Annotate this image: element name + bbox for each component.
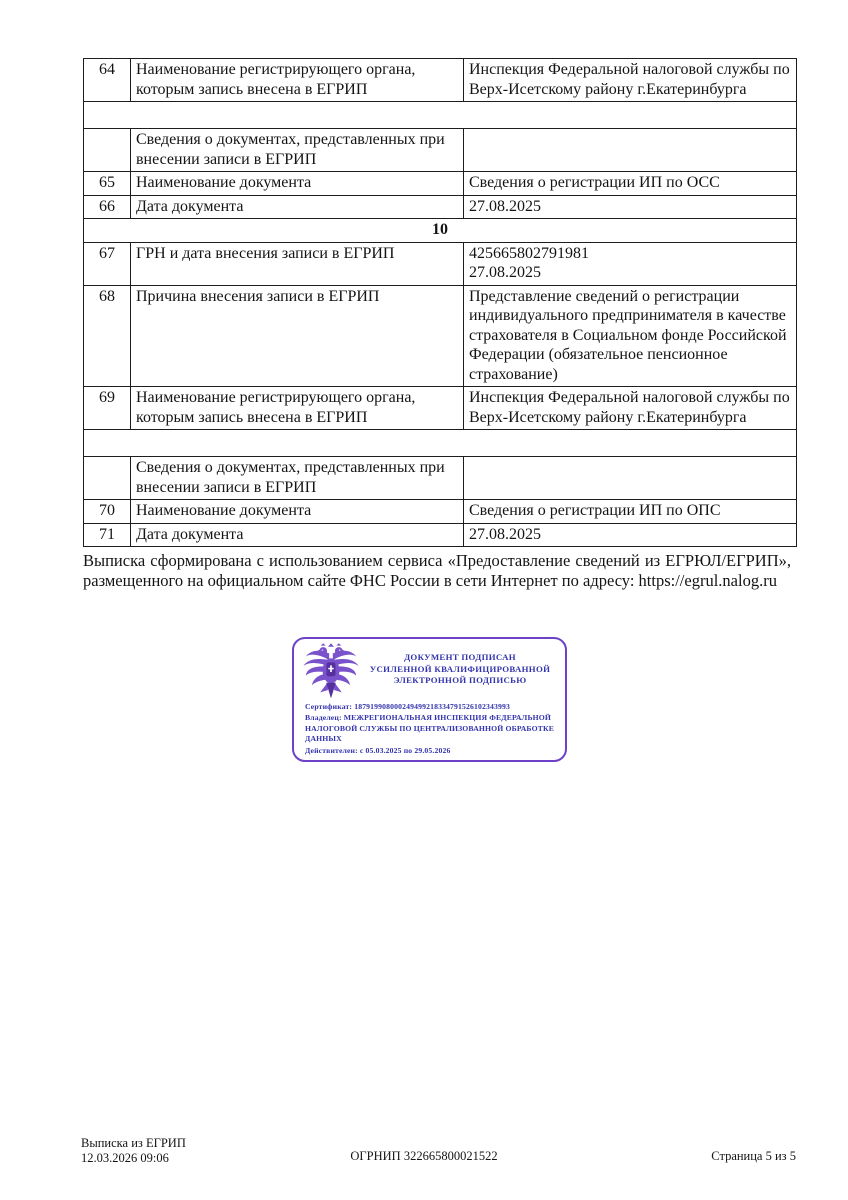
table-cell: Сведения о документах, представленных при внесении записи в ЕГРИП <box>131 457 464 500</box>
service-note <box>83 551 791 590</box>
table-row-70 <box>84 500 797 524</box>
egrul-url[interactable]: https://egrul.nalog.ru <box>638 570 777 590</box>
egrip-table-body <box>84 59 797 547</box>
table-cell: Представление сведений о регистрации индивидуального предпринимателя в качестве страхователя в Социальном фонде Российской Федерации (обязательное пенсионное страхование) <box>464 285 797 387</box>
table-row-65 <box>84 172 797 196</box>
table-cell: 71 <box>84 523 131 547</box>
stamp-validity: Действителен: с 05.03.2025 по 29.05.2026 <box>305 746 451 756</box>
table-cell: 70 <box>84 500 131 524</box>
table-cell <box>84 129 131 172</box>
table-cell: Причина внесения записи в ЕГРИП <box>131 285 464 387</box>
stamp-title-line: ЭЛЕКТРОННОЙ ПОДПИСЬЮ <box>393 675 527 685</box>
table-cell: 66 <box>84 195 131 219</box>
table-cell: Инспекция Федеральной налоговой службы по Верх-Исетскому району г.Екатеринбурга <box>464 387 797 430</box>
table-cell: 68 <box>84 285 131 387</box>
table-cell <box>84 430 797 457</box>
table-cell: 27.08.2025 <box>464 195 797 219</box>
table-cell: Сведения о регистрации ИП по ОСС <box>464 172 797 196</box>
stamp-title-line: УСИЛЕННОЙ КВАЛИФИЦИРОВАННОЙ <box>369 663 551 674</box>
table-cell: 64 <box>84 59 131 102</box>
table-cell: 425665802791981 27.08.2025 <box>464 242 797 285</box>
stamp-title-line: ДОКУМЕНТ ПОДПИСАН <box>404 652 516 662</box>
table-cell: 67 <box>84 242 131 285</box>
stamp-title <box>362 652 558 687</box>
table-cell: 27.08.2025 <box>464 523 797 547</box>
table-row-66 <box>84 195 797 219</box>
table-cell: 65 <box>84 172 131 196</box>
stamp-details <box>305 702 557 757</box>
footer-doc-type: Выписка из ЕГРИП <box>81 1136 186 1150</box>
table-row-spacer <box>84 102 797 129</box>
table-row-67 <box>84 242 797 285</box>
stamp-certificate: Сертификат: 187919908000249499218334791526102343993 <box>305 702 510 711</box>
table-row-68 <box>84 285 797 387</box>
footer-datetime: 12.03.2026 09:06 <box>81 1150 169 1165</box>
table-row-section <box>84 219 797 243</box>
table-cell: Сведения о регистрации ИП по ОПС <box>464 500 797 524</box>
table-cell: ГРН и дата внесения записи в ЕГРИП <box>131 242 464 285</box>
footer-page-number: Страница 5 из 5 <box>711 1149 796 1163</box>
egrip-table <box>83 58 797 547</box>
table-cell: 69 <box>84 387 131 430</box>
table-cell: Наименование регистрирующего органа, которым запись внесена в ЕГРИП <box>131 59 464 102</box>
table-row-69 <box>84 387 797 430</box>
table-cell: Инспекция Федеральной налоговой службы по Верх-Исетскому району г.Екатеринбурга <box>464 59 797 102</box>
fns-eagle-emblem-icon <box>301 643 361 701</box>
table-cell: Сведения о документах, представленных при внесении записи в ЕГРИП <box>131 129 464 172</box>
table-cell: Наименование регистрирующего органа, которым запись внесена в ЕГРИП <box>131 387 464 430</box>
table-cell <box>464 129 797 172</box>
table-cell: Дата документа <box>131 523 464 547</box>
signature-stamp <box>292 637 567 762</box>
footer-ogrnip: ОГРНИП 322665800021522 <box>350 1149 498 1163</box>
table-cell: Наименование документа <box>131 172 464 196</box>
table-row-subheader <box>84 129 797 172</box>
table-cell: Дата документа <box>131 195 464 219</box>
table-row-71 <box>84 523 797 547</box>
table-cell <box>84 457 131 500</box>
table-cell <box>84 102 797 129</box>
table-row-64 <box>84 59 797 102</box>
table-row-spacer <box>84 430 797 457</box>
table-cell <box>464 457 797 500</box>
table-row-subheader <box>84 457 797 500</box>
table-cell: 10 <box>84 219 797 243</box>
table-cell: Наименование документа <box>131 500 464 524</box>
service-note-text: Выписка сформирована с использованием сервиса «Предоставление сведений из ЕГРЮЛ/ЕГРИП», размещенного на официальном сайте ФНС России в сети Интернет по адресу: <box>83 551 791 590</box>
stamp-owner: Владелец: МЕЖРЕГИОНАЛЬНАЯ ИНСПЕКЦИЯ ФЕДЕРАЛЬНОЙ НАЛОГОВОЙ СЛУЖБЫ ПО ЦЕНТРАЛИЗОВАННОЙ ОБРАБОТКЕ ДАННЫХ <box>305 712 555 744</box>
